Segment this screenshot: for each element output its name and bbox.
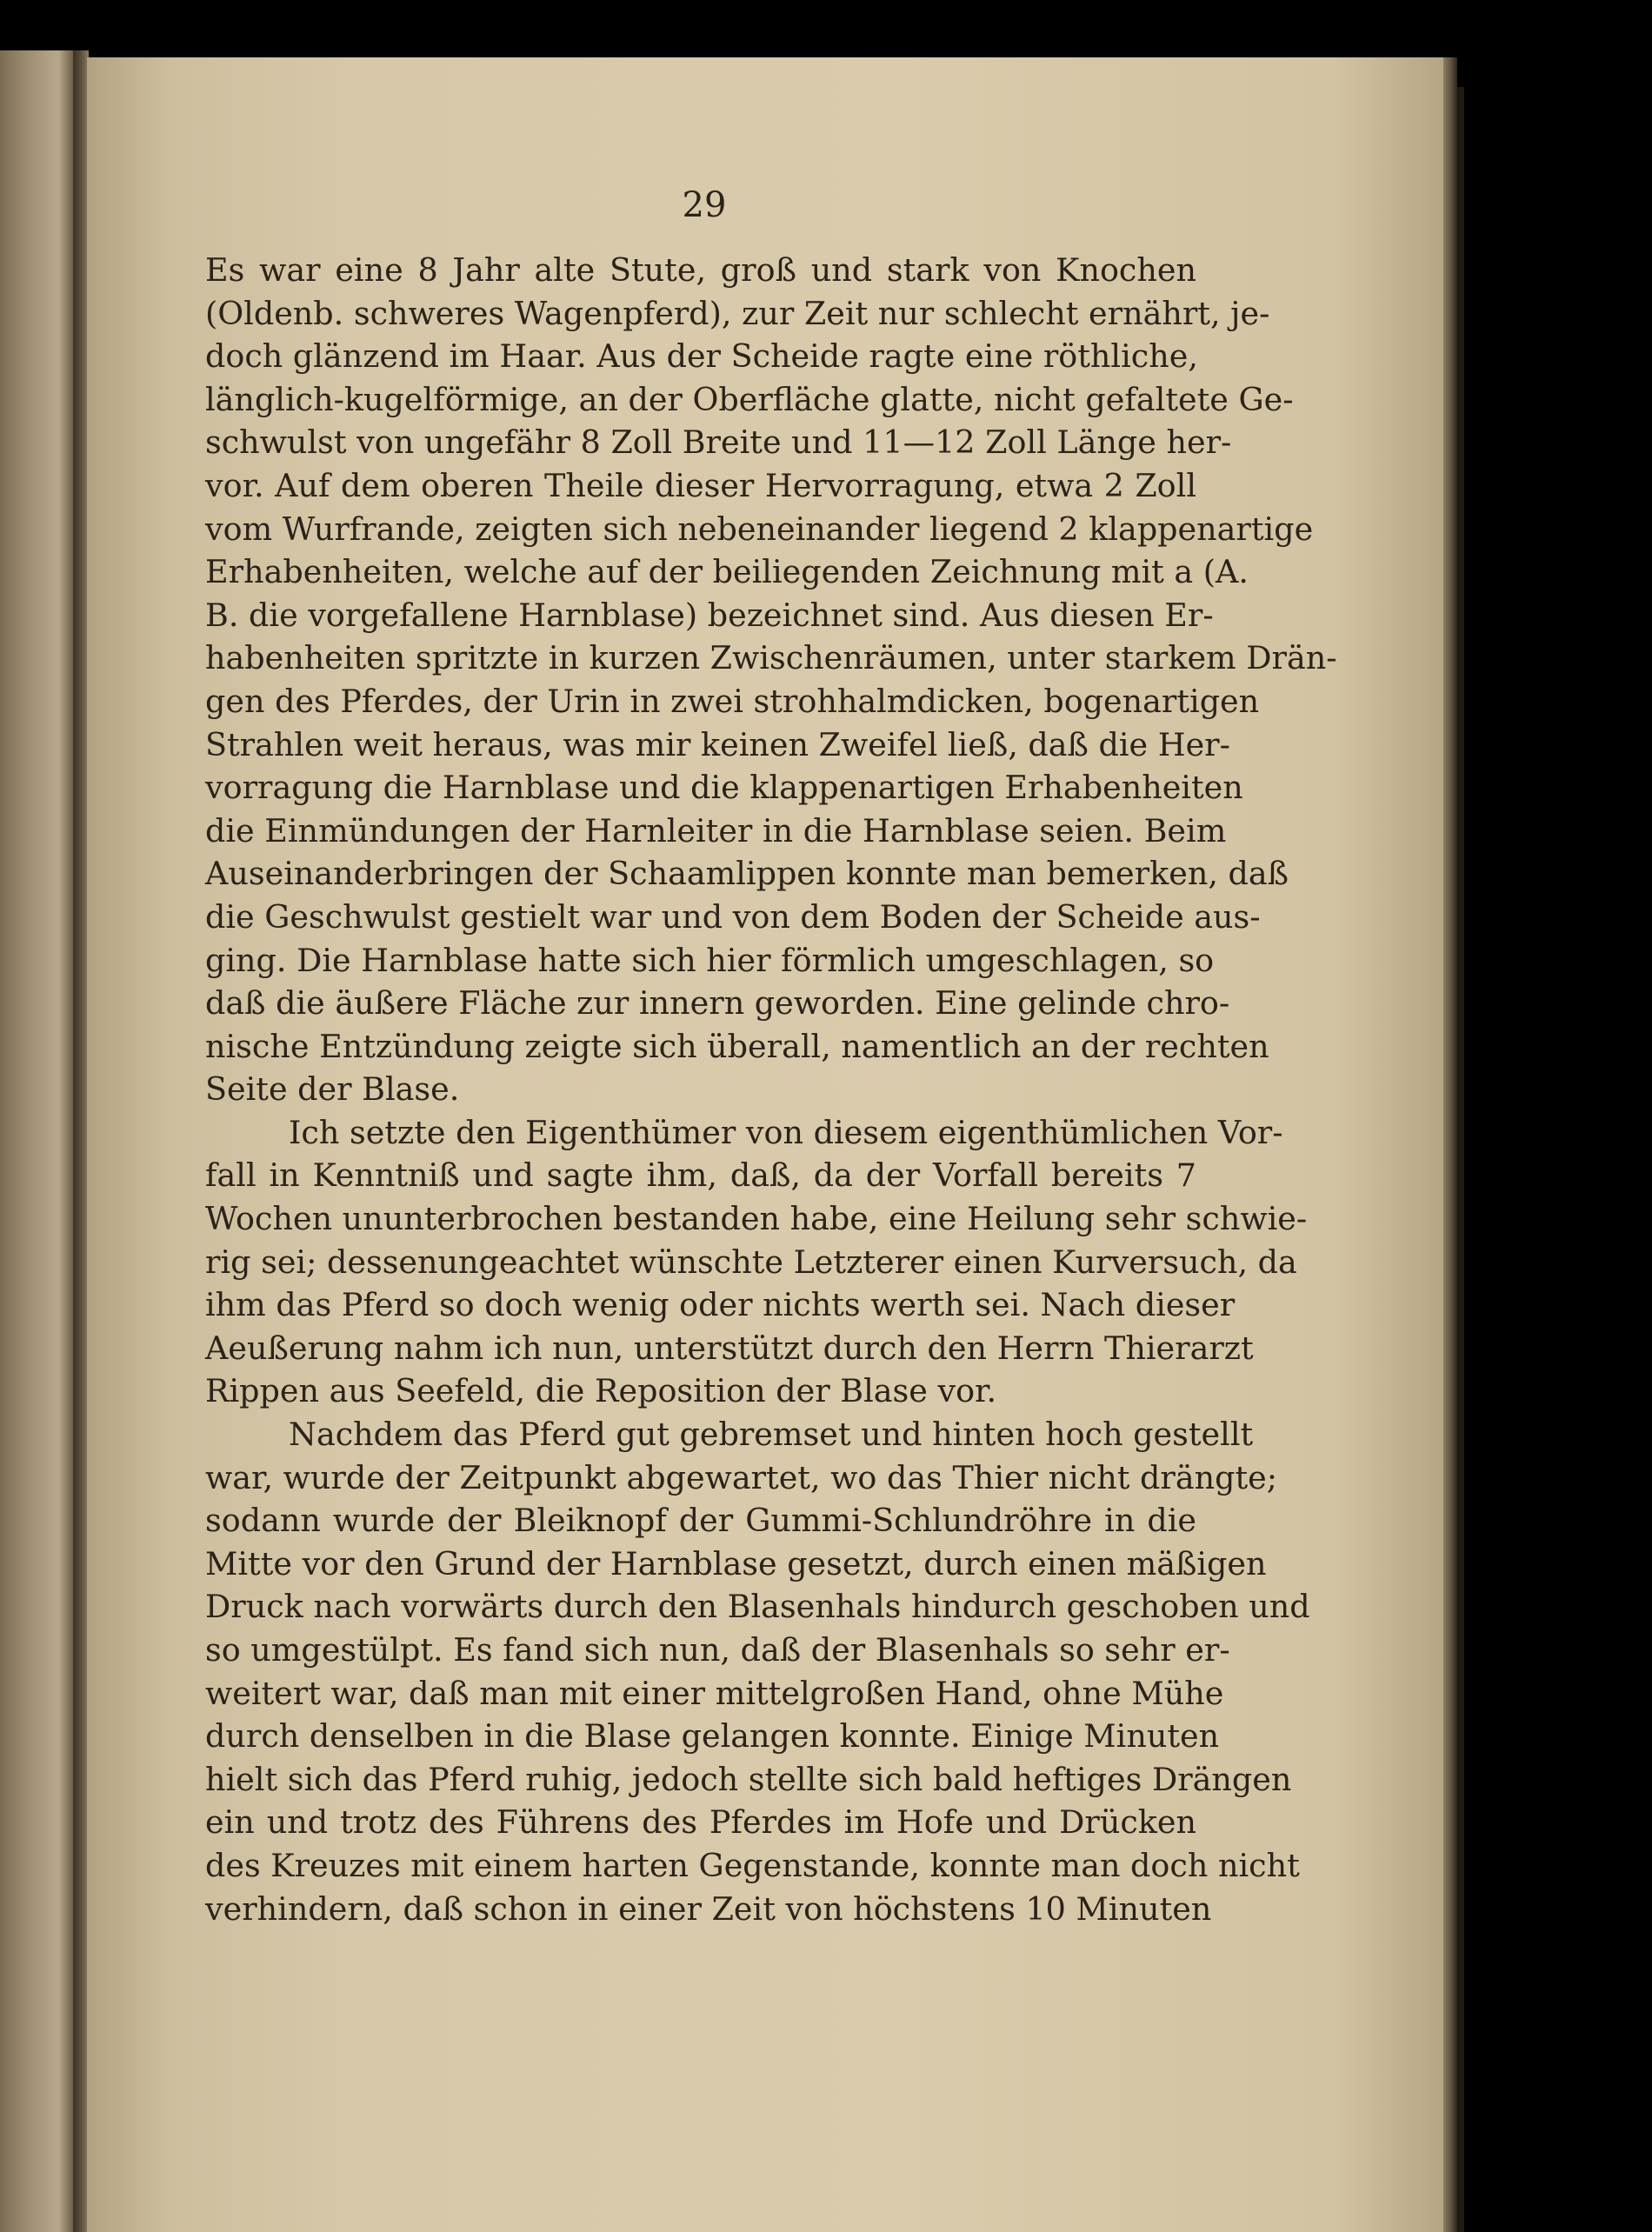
text-line: ein und trotz des Führens des Pferdes im Hofe und Drücken bbox=[205, 1803, 1196, 1842]
text-line: Es war eine 8 Jahr alte Stute, groß und stark von Knochen bbox=[205, 251, 1196, 289]
text-line: verhindern, daß schon in einer Zeit von höchstens 10 Minuten bbox=[205, 1889, 1212, 1928]
text-line: fall in Kenntniß und sagte ihm, daß, da der Vorfall bereits 7 bbox=[205, 1156, 1196, 1195]
book-cover-edge bbox=[1457, 87, 1464, 2232]
left-page-edge bbox=[0, 50, 73, 2232]
text-line: hielt sich das Pferd ruhig, jedoch stellte sich bald heftiges Drängen bbox=[205, 1760, 1292, 1798]
text-line: sodann wurde der Bleiknopf der Gummi-Schlundröhre in die bbox=[205, 1502, 1196, 1540]
text-line: vorragung die Harnblase und die klappenartigen Erhabenheiten bbox=[205, 769, 1243, 807]
text-line: Seite der Blase. bbox=[205, 1070, 460, 1109]
text-line: habenheiten spritzte in kurzen Zwischenräumen, unter starkem Drän- bbox=[205, 639, 1337, 677]
text-line: Auseinanderbringen der Schaamlippen konnte man bemerken, daß bbox=[205, 855, 1289, 893]
text-line: die Geschwulst gestielt war und von dem Boden der Scheide aus- bbox=[205, 897, 1261, 936]
text-line: Mitte vor den Grund der Harnblase gesetzt, durch einen mäßigen bbox=[205, 1544, 1267, 1582]
text-line: ging. Die Harnblase hatte sich hier förmlich umgeschlagen, so bbox=[205, 941, 1215, 979]
text-line: Strahlen weit heraus, was mir keinen Zweifel ließ, daß die Her- bbox=[205, 725, 1230, 763]
text-line: Nachdem das Pferd gut gebremset und hinten hoch gestellt bbox=[289, 1416, 1254, 1454]
text-line: doch glänzend im Haar. Aus der Scheide ragte eine röthliche, bbox=[205, 337, 1198, 376]
text-line: nische Entzündung zeigte sich überall, namentlich an der rechten bbox=[205, 1027, 1269, 1065]
text-line: weitert war, daß man mit einer mittelgroßen Hand, ohne Mühe bbox=[205, 1674, 1224, 1712]
text-line: daß die äußere Fläche zur innern geworden. Eine gelinde chro- bbox=[205, 984, 1230, 1023]
text-line: des Kreuzes mit einem harten Gegenstande, konnte man doch nicht bbox=[205, 1846, 1300, 1884]
text-line: Rippen aus Seefeld, die Reposition der Blase vor. bbox=[205, 1372, 997, 1410]
text-line: die Einmündungen der Harnleiter in die Harnblase seien. Beim bbox=[205, 811, 1227, 849]
text-line: gen des Pferdes, der Urin in zwei strohhalmdicken, bogenartigen bbox=[205, 682, 1260, 720]
text-line: rig sei; dessenungeachtet wünschte Letzterer einen Kurversuch, da bbox=[205, 1243, 1297, 1281]
page-edge-shadow bbox=[1443, 57, 1457, 2232]
text-line: ihm das Pferd so doch wenig oder nichts werth sei. Nach dieser bbox=[205, 1286, 1236, 1324]
text-line: länglich-kugelförmige, an der Oberfläche glatte, nicht gefaltete Ge- bbox=[205, 380, 1294, 418]
text-line: (Oldenb. schweres Wagenpferd), zur Zeit nur schlecht ernährt, je- bbox=[205, 294, 1270, 332]
text-line: Wochen ununterbrochen bestanden habe, eine Heilung sehr schwie- bbox=[205, 1200, 1308, 1238]
text-line: Aeußerung nahm ich nun, unterstützt durch den Herrn Thierarzt bbox=[205, 1329, 1254, 1367]
text-line: vor. Auf dem oberen Theile dieser Hervorragung, etwa 2 Zoll bbox=[205, 466, 1196, 504]
text-line: durch denselben in die Blase gelangen konnte. Einige Minuten bbox=[205, 1717, 1220, 1756]
text-line: Erhabenheiten, welche auf der beiliegenden Zeichnung mit a (A. bbox=[205, 553, 1249, 591]
body-text bbox=[205, 249, 1337, 1930]
text-line: vom Wurfrande, zeigten sich nebeneinander liegend 2 klappenartige bbox=[205, 510, 1314, 548]
text-line: war, wurde der Zeitpunkt abgewartet, wo das Thier nicht drängte; bbox=[205, 1458, 1278, 1496]
text-line: schwulst von ungefähr 8 Zoll Breite und 11—12 Zoll Länge her- bbox=[205, 423, 1232, 462]
text-line: Druck nach vorwärts durch den Blasenhals hindurch geschoben und bbox=[205, 1588, 1310, 1626]
text-line: B. die vorgefallene Harnblase) bezeichnet sind. Aus diesen Er- bbox=[205, 596, 1214, 634]
text-line: so umgestülpt. Es fand sich nun, daß der Blasenhals so sehr er- bbox=[205, 1631, 1230, 1669]
text-line: Ich setzte den Eigenthümer von diesem eigenthümlichen Vor- bbox=[289, 1113, 1283, 1151]
page-number: 29 bbox=[682, 185, 727, 225]
